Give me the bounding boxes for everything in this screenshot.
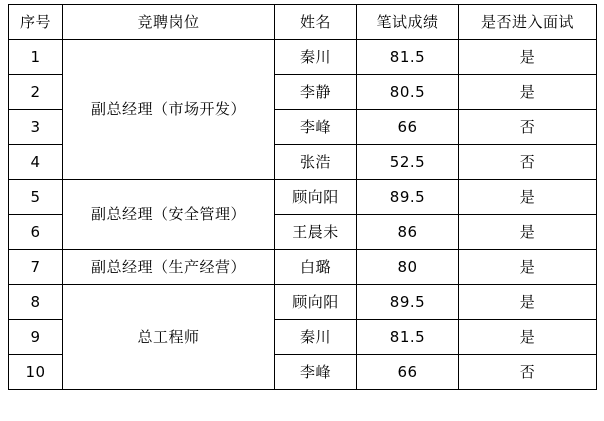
cell-name: 白璐: [275, 250, 357, 285]
cell-name: 李峰: [275, 110, 357, 145]
cell-post: 总工程师: [63, 285, 275, 390]
table-header-row: [9, 5, 597, 40]
cell-interview-status: 是: [459, 320, 597, 355]
cell-index: 9: [9, 320, 63, 355]
column-header-name: 姓名: [275, 5, 357, 40]
cell-name: 秦川: [275, 320, 357, 355]
cell-interview-status: 是: [459, 285, 597, 320]
cell-interview-status: 否: [459, 355, 597, 390]
cell-index: 7: [9, 250, 63, 285]
cell-name: 李静: [275, 75, 357, 110]
cell-name: 王晨未: [275, 215, 357, 250]
cell-index: 6: [9, 215, 63, 250]
cell-name: 李峰: [275, 355, 357, 390]
cell-index: 1: [9, 40, 63, 75]
column-header-index: 序号: [9, 5, 63, 40]
candidate-results-table: [8, 4, 597, 390]
cell-interview-status: 是: [459, 40, 597, 75]
cell-score: 81.5: [357, 320, 459, 355]
cell-interview-status: 否: [459, 145, 597, 180]
column-header-post: 竞聘岗位: [63, 5, 275, 40]
cell-index: 3: [9, 110, 63, 145]
cell-score: 81.5: [357, 40, 459, 75]
cell-score: 80.5: [357, 75, 459, 110]
cell-name: 顾向阳: [275, 285, 357, 320]
cell-index: 10: [9, 355, 63, 390]
cell-interview-status: 是: [459, 250, 597, 285]
cell-name: 张浩: [275, 145, 357, 180]
cell-index: 4: [9, 145, 63, 180]
cell-interview-status: 是: [459, 180, 597, 215]
table-row: [9, 180, 597, 215]
cell-interview-status: 是: [459, 75, 597, 110]
cell-post: 副总经理（生产经营）: [63, 250, 275, 285]
cell-name: 顾向阳: [275, 180, 357, 215]
table-row: [9, 250, 597, 285]
cell-score: 89.5: [357, 285, 459, 320]
column-header-score: 笔试成绩: [357, 5, 459, 40]
table-row: [9, 40, 597, 75]
cell-index: 8: [9, 285, 63, 320]
column-header-interview: 是否进入面试: [459, 5, 597, 40]
cell-interview-status: 否: [459, 110, 597, 145]
cell-interview-status: 是: [459, 215, 597, 250]
table-row: [9, 285, 597, 320]
cell-index: 2: [9, 75, 63, 110]
cell-index: 5: [9, 180, 63, 215]
cell-post: 副总经理（市场开发）: [63, 40, 275, 180]
cell-score: 66: [357, 110, 459, 145]
cell-score: 89.5: [357, 180, 459, 215]
cell-name: 秦川: [275, 40, 357, 75]
cell-score: 80: [357, 250, 459, 285]
cell-score: 66: [357, 355, 459, 390]
cell-post: 副总经理（安全管理）: [63, 180, 275, 250]
cell-score: 86: [357, 215, 459, 250]
cell-score: 52.5: [357, 145, 459, 180]
